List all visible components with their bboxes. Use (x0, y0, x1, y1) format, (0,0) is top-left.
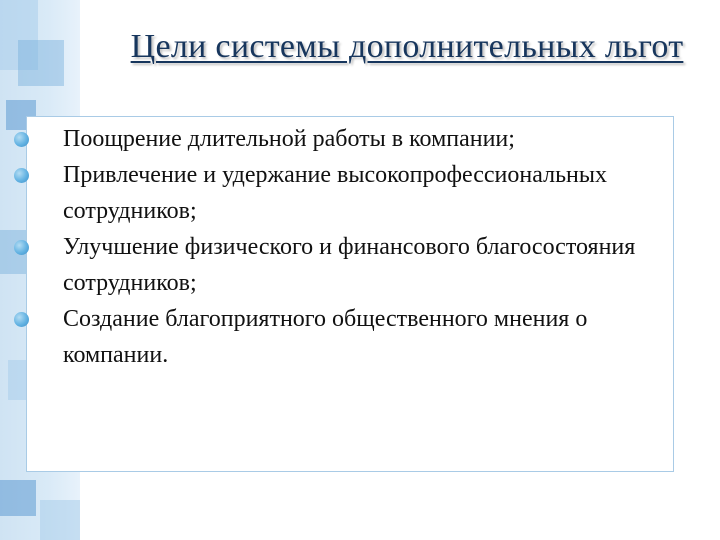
bullet-list (14, 121, 674, 373)
disc-bullet-icon (14, 312, 29, 327)
disc-bullet-icon (14, 168, 29, 183)
bullet-item (14, 301, 674, 373)
slide-title: Цели системы дополнительных льгот (130, 28, 684, 65)
bullet-text: Поощрение длительной работы в компании; (63, 126, 515, 152)
disc-bullet-icon (14, 240, 29, 255)
bullet-item (14, 229, 674, 301)
bullet-text: Улучшение физического и финансового благосостояния сотрудников; (63, 234, 636, 296)
bullet-item (14, 157, 674, 229)
decorative-square (0, 480, 36, 516)
decorative-square (40, 500, 80, 540)
bullet-text: Привлечение и удержание высокопрофессиональных сотрудников; (63, 162, 607, 224)
bullet-text: Создание благоприятного общественного мнения о компании. (63, 306, 588, 368)
decorative-square (18, 40, 64, 86)
bullet-item (14, 121, 674, 157)
disc-bullet-icon (14, 132, 29, 147)
